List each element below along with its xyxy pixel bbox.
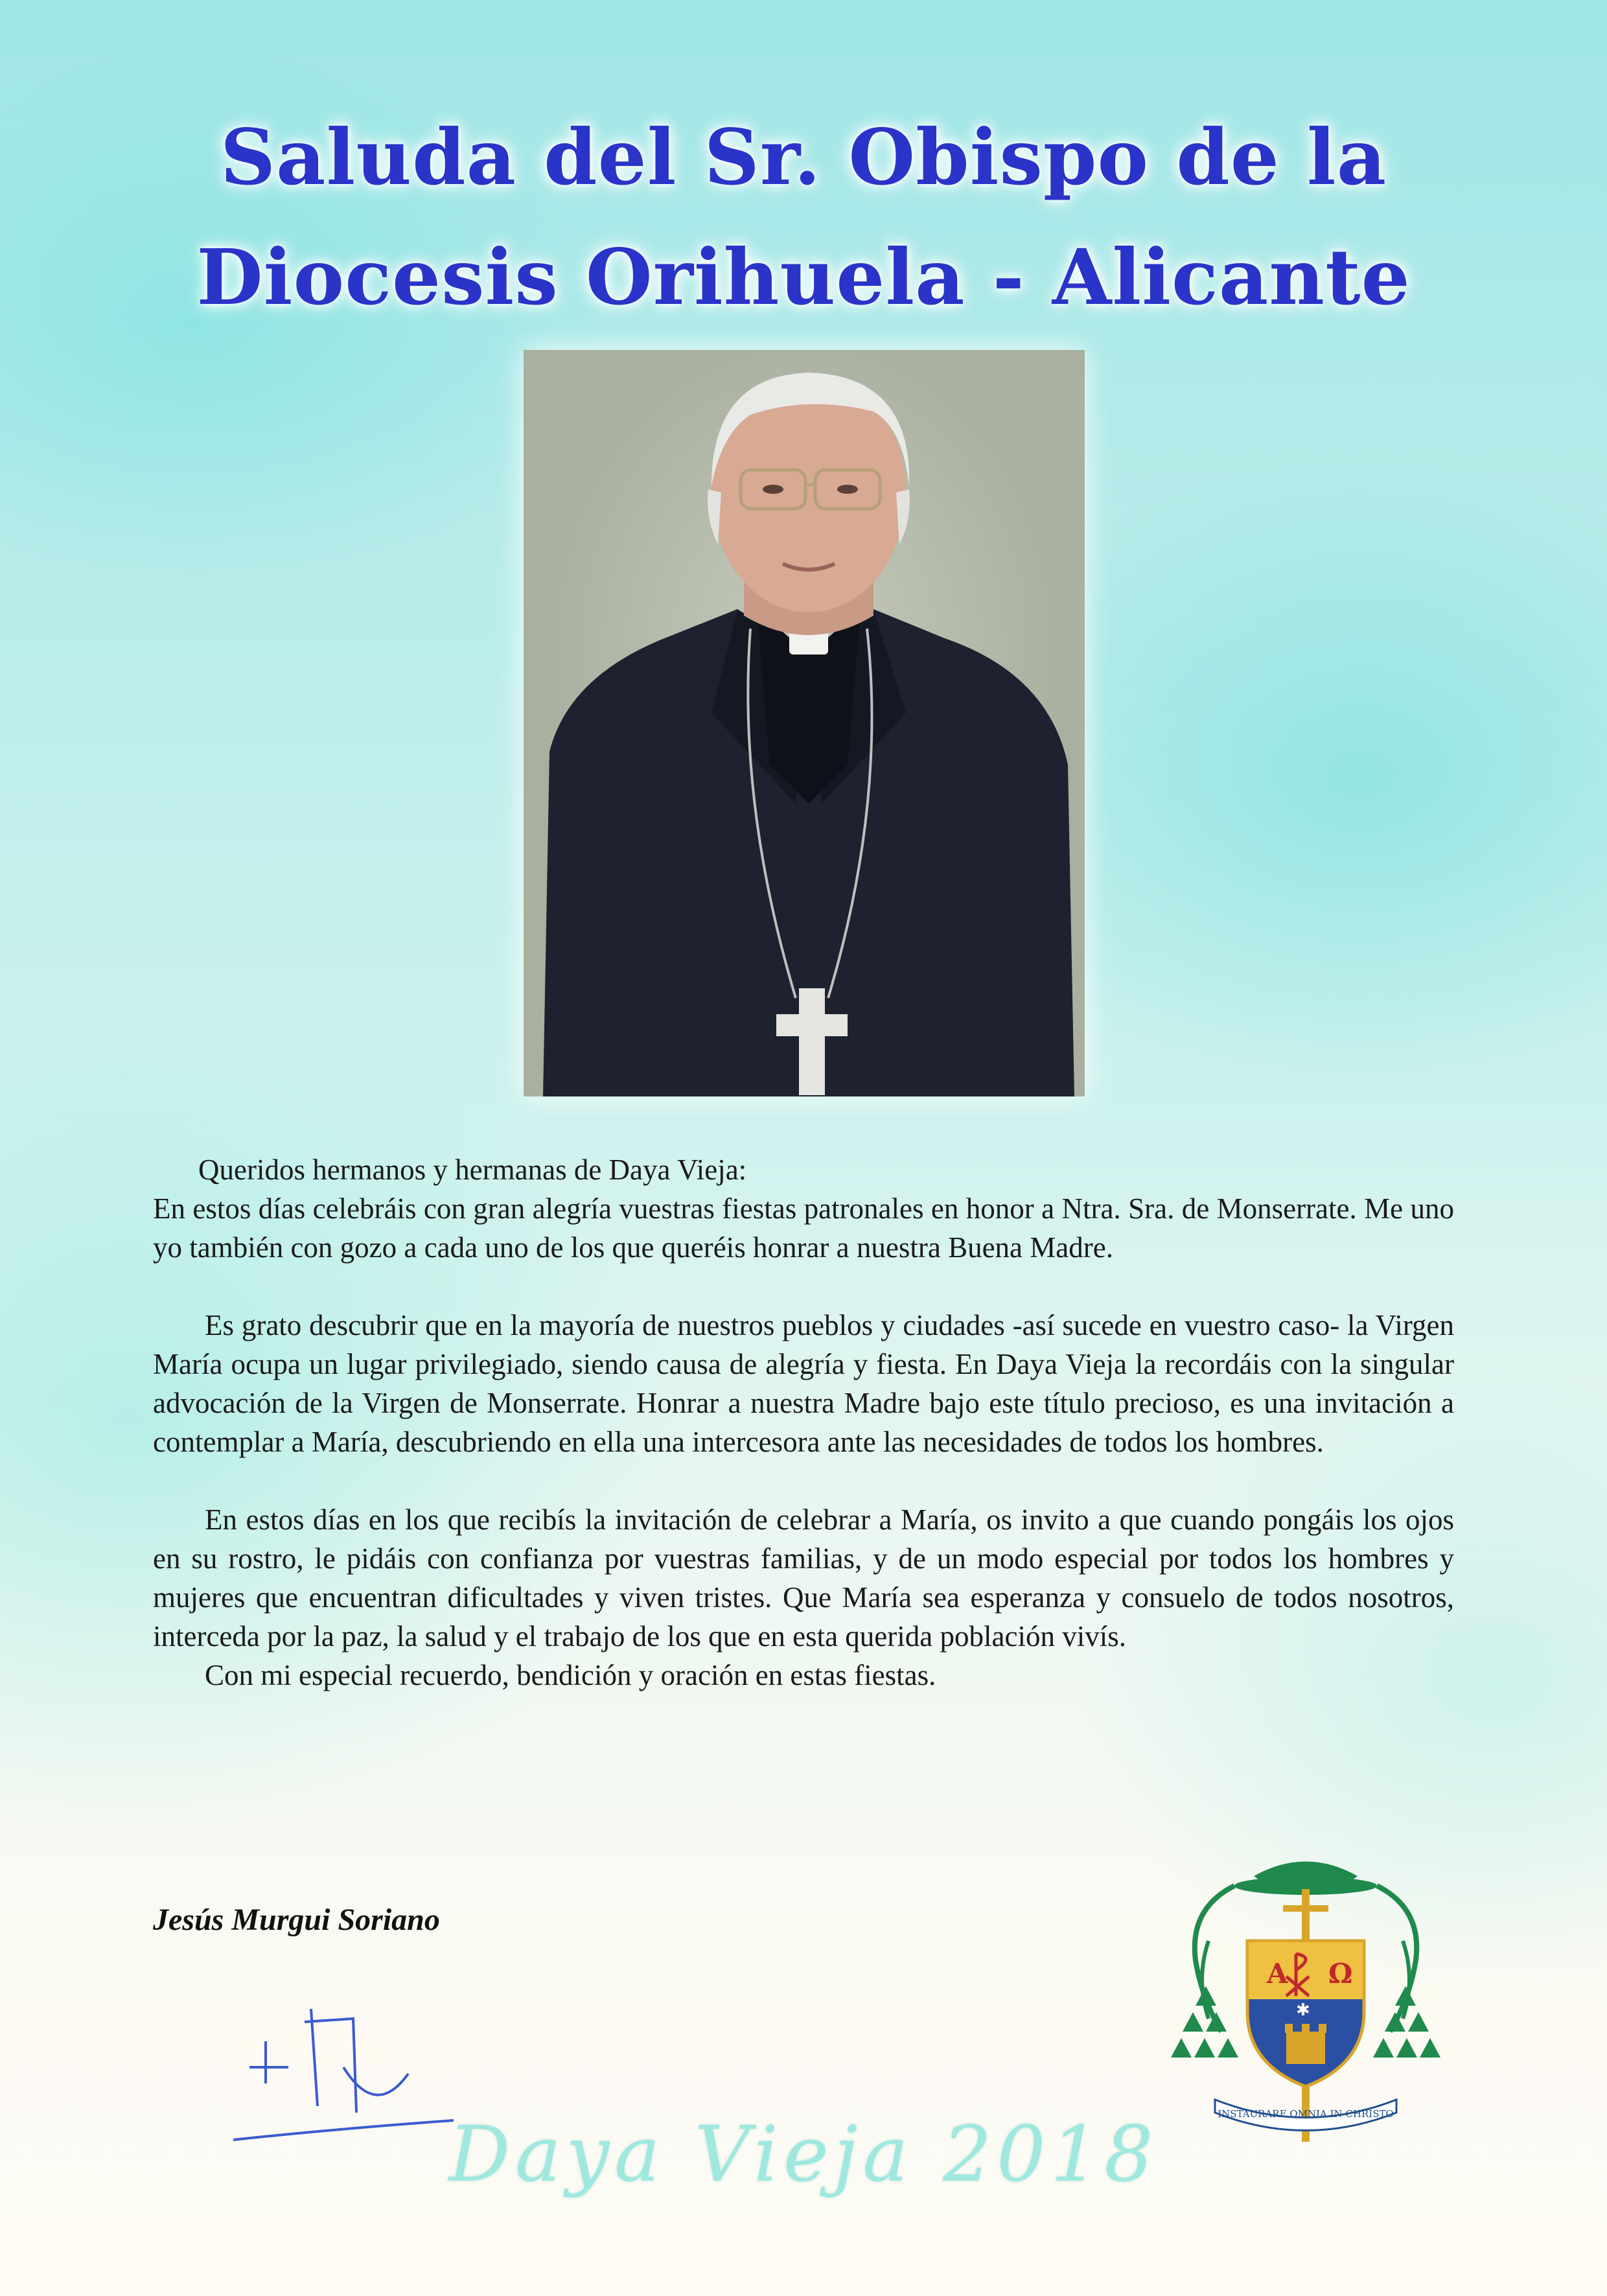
title-line-1: Saluda del Sr. Obispo de la <box>220 112 1387 202</box>
coat-of-arms-emblem <box>1170 1850 1442 2148</box>
portrait-illustration <box>524 350 1085 1096</box>
coat-omega: Ω <box>1328 1958 1353 1989</box>
footer-event-title: Daya Vieja 2018 <box>448 2109 1159 2199</box>
letter-paragraph-3: En estos días en los que recibís la invitación de celebrar a María, os invito a que cuando pongáis los ojos en su rostro, le pidáis con confianza por vuestras familias, y de un modo especial por todos los hombres y mujeres que encuentran dificultades y viven tristes. Que María sea esperanza y consuelo de todos nosotros, interceda por la paz, la salud y el trabajo de los que en esta querida población vivís. <box>153 1503 1454 1652</box>
bishop-portrait-photo <box>524 350 1085 1096</box>
letter-closing: Con mi especial recuerdo, bendición y oración en estas fiestas. <box>205 1659 936 1691</box>
letter-paragraph-1: En estos días celebráis con gran alegría vuestras fiestas patronales en honor a Ntra. Sra. de Monserrate. Me uno yo también con gozo a cada uno de los que queréis honrar a nuestra Buena Madre. <box>153 1192 1454 1264</box>
letter-body <box>153 1150 1454 1695</box>
page-title <box>0 97 1607 337</box>
letter-greeting: Queridos hermanos y hermanas de Daya Vieja: <box>198 1154 747 1186</box>
coat-motto: INSTAURARE OMNIA IN CHRISTO <box>1218 2108 1394 2120</box>
coat-alpha: A <box>1267 1958 1288 1989</box>
episcopal-coat-of-arms <box>1170 1850 1442 2148</box>
svg-text:✱: ✱ <box>1296 2000 1310 2020</box>
letter-paragraph-2: Es grato descubrir que en la mayoría de nuestros pueblos y ciudades -así sucede en vuestro caso- la Virgen María ocupa un lugar privilegiado, siendo causa de alegría y fiesta. En Daya Vieja la recordáis con la singular advocación de la Virgen de Monserrate. Honrar a nuestra Madre bajo este título precioso, es una invitación a contemplar a María, descubriendo en ella una intercesora ante las necesidades de todos los hombres. <box>153 1309 1454 1458</box>
signer-name: Jesús Murgui Soriano <box>153 1903 440 1937</box>
title-line-2: Diocesis Orihuela - Alicante <box>196 232 1411 322</box>
